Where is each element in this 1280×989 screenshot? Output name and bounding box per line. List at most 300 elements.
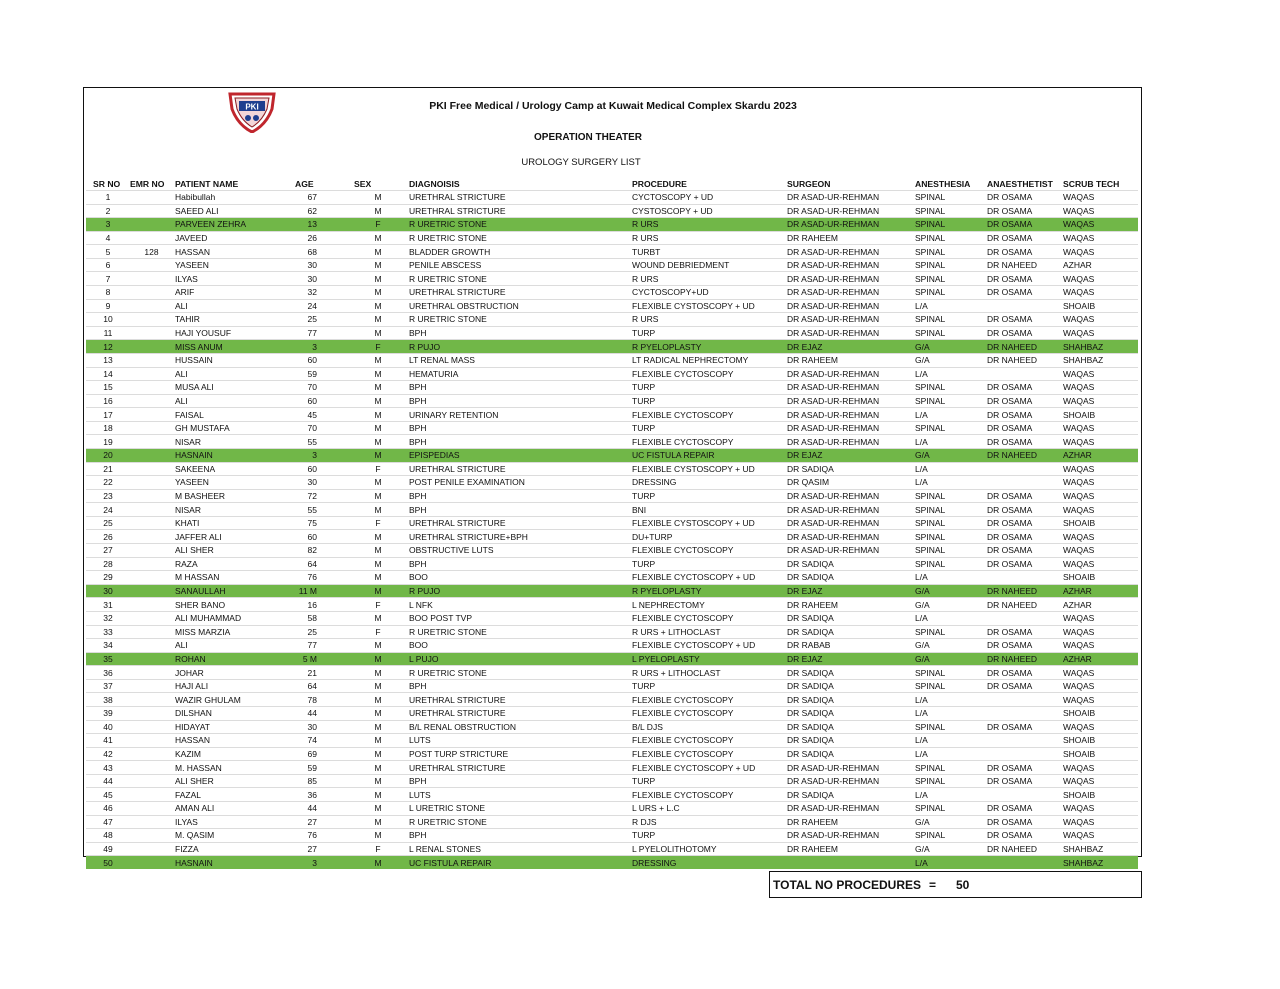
cell-diagnosis: BPH	[407, 435, 630, 449]
cell-age: 64	[275, 557, 347, 571]
cell-procedure: R URS + LITHOCLAST	[630, 666, 785, 680]
cell-scrub-tech: WAQAS	[1061, 815, 1138, 829]
cell-anaesthetist: DR OSAMA	[985, 489, 1061, 503]
cell-anaesthetist: DR OSAMA	[985, 530, 1061, 544]
cell-emr-no	[128, 476, 173, 490]
cell-anaesthetist: DR NAHEED	[985, 353, 1061, 367]
cell-anaesthetist: DR NAHEED	[985, 842, 1061, 856]
cell-scrub-tech: WAQAS	[1061, 693, 1138, 707]
cell-surgeon: DR SADIQA	[785, 625, 913, 639]
cell-scrub-tech: WAQAS	[1061, 313, 1138, 327]
cell-diagnosis: URETHRAL STRICTURE+BPH	[407, 530, 630, 544]
cell-sr-no: 1	[86, 191, 128, 205]
cell-diagnosis: L RENAL STONES	[407, 842, 630, 856]
cell-procedure: CYCTOSCOPY + UD	[630, 191, 785, 205]
cell-anesthesia: SPINAL	[913, 666, 985, 680]
cell-anesthesia: SPINAL	[913, 272, 985, 286]
cell-emr-no	[128, 313, 173, 327]
cell-patient-name: ALI	[173, 367, 275, 381]
cell-anaesthetist	[985, 367, 1061, 381]
cell-surgeon: DR RABAB	[785, 639, 913, 653]
cell-sex: F	[347, 842, 407, 856]
table-row	[86, 747, 1138, 761]
cell-anesthesia: L/A	[913, 571, 985, 585]
cell-anaesthetist: DR OSAMA	[985, 625, 1061, 639]
cell-scrub-tech: WAQAS	[1061, 720, 1138, 734]
cell-emr-no	[128, 381, 173, 395]
cell-scrub-tech: WAQAS	[1061, 774, 1138, 788]
cell-scrub-tech: WAQAS	[1061, 435, 1138, 449]
cell-scrub-tech: SHOAIB	[1061, 747, 1138, 761]
cell-anesthesia: SPINAL	[913, 625, 985, 639]
cell-scrub-tech: WAQAS	[1061, 639, 1138, 653]
cell-emr-no	[128, 367, 173, 381]
cell-surgeon: DR SADIQA	[785, 706, 913, 720]
cell-anesthesia: SPINAL	[913, 231, 985, 245]
cell-emr-no	[128, 571, 173, 585]
cell-surgeon: DR ASAD-UR-REHMAN	[785, 367, 913, 381]
cell-anesthesia: L/A	[913, 706, 985, 720]
table-row	[86, 544, 1138, 558]
cell-procedure: TURP	[630, 489, 785, 503]
cell-patient-name: ALI	[173, 639, 275, 653]
table-row	[86, 462, 1138, 476]
cell-sex: M	[347, 408, 407, 422]
cell-sr-no: 33	[86, 625, 128, 639]
cell-emr-no	[128, 503, 173, 517]
cell-diagnosis: BPH	[407, 326, 630, 340]
cell-procedure: R URS	[630, 231, 785, 245]
cell-surgeon: DR ASAD-UR-REHMAN	[785, 286, 913, 300]
cell-sr-no: 49	[86, 842, 128, 856]
cell-anaesthetist: DR OSAMA	[985, 245, 1061, 259]
cell-sex: M	[347, 272, 407, 286]
table-row	[86, 611, 1138, 625]
table-row	[86, 584, 1138, 598]
cell-procedure: FLEXIBLE CYSTOSCOPY + UD	[630, 462, 785, 476]
cell-age: 70	[275, 381, 347, 395]
cell-sex: M	[347, 584, 407, 598]
cell-sex: M	[347, 299, 407, 313]
cell-anesthesia: SPINAL	[913, 516, 985, 530]
cell-diagnosis: BOO	[407, 639, 630, 653]
cell-procedure: TURP	[630, 774, 785, 788]
cell-patient-name: DILSHAN	[173, 706, 275, 720]
cell-anesthesia: SPINAL	[913, 503, 985, 517]
cell-diagnosis: POST PENILE EXAMINATION	[407, 476, 630, 490]
cell-scrub-tech: SHOAIB	[1061, 516, 1138, 530]
cell-patient-name: SAEED ALI	[173, 204, 275, 218]
cell-anaesthetist: DR OSAMA	[985, 679, 1061, 693]
cell-scrub-tech: WAQAS	[1061, 326, 1138, 340]
cell-scrub-tech: SHOAIB	[1061, 788, 1138, 802]
cell-scrub-tech: WAQAS	[1061, 381, 1138, 395]
cell-age: 85	[275, 774, 347, 788]
cell-patient-name: ILYAS	[173, 272, 275, 286]
table-row	[86, 245, 1138, 259]
cell-procedure: TURP	[630, 381, 785, 395]
table-row	[86, 204, 1138, 218]
cell-age: 16	[275, 598, 347, 612]
cell-emr-no	[128, 802, 173, 816]
table-row	[86, 313, 1138, 327]
cell-emr-no	[128, 788, 173, 802]
cell-procedure: FLEXIBLE CYCTOSCOPY	[630, 693, 785, 707]
cell-anesthesia: SPINAL	[913, 313, 985, 327]
cell-sex: M	[347, 367, 407, 381]
table-row	[86, 272, 1138, 286]
cell-scrub-tech: AZHAR	[1061, 584, 1138, 598]
cell-diagnosis: OBSTRUCTIVE LUTS	[407, 544, 630, 558]
total-label: TOTAL NO PROCEDURES	[773, 878, 922, 892]
cell-diagnosis: LT RENAL MASS	[407, 353, 630, 367]
cell-age: 64	[275, 679, 347, 693]
cell-anaesthetist: DR OSAMA	[985, 421, 1061, 435]
cell-scrub-tech: WAQAS	[1061, 489, 1138, 503]
cell-scrub-tech: SHOAIB	[1061, 571, 1138, 585]
cell-scrub-tech: WAQAS	[1061, 191, 1138, 205]
cell-sex: M	[347, 286, 407, 300]
cell-sex: M	[347, 421, 407, 435]
cell-procedure: R URS	[630, 272, 785, 286]
cell-emr-no	[128, 340, 173, 354]
cell-procedure: FLEXIBLE CYCTOSCOPY	[630, 367, 785, 381]
cell-sr-no: 36	[86, 666, 128, 680]
cell-diagnosis: BPH	[407, 679, 630, 693]
cell-sex: M	[347, 353, 407, 367]
col-scrub-tech: SCRUB TECH	[1063, 179, 1120, 189]
cell-sex: F	[347, 516, 407, 530]
cell-surgeon: DR ASAD-UR-REHMAN	[785, 218, 913, 232]
cell-diagnosis: URETHRAL STRICTURE	[407, 191, 630, 205]
cell-surgeon: DR ASAD-UR-REHMAN	[785, 530, 913, 544]
cell-age: 76	[275, 829, 347, 843]
cell-scrub-tech: AZHAR	[1061, 652, 1138, 666]
cell-procedure: CYSTOSCOPY + UD	[630, 204, 785, 218]
cell-surgeon: DR RAHEEM	[785, 598, 913, 612]
cell-patient-name: GH MUSTAFA	[173, 421, 275, 435]
cell-scrub-tech: WAQAS	[1061, 462, 1138, 476]
cell-sr-no: 7	[86, 272, 128, 286]
cell-age: 30	[275, 258, 347, 272]
col-sex: SEX	[354, 179, 372, 189]
cell-sr-no: 25	[86, 516, 128, 530]
cell-anesthesia: SPINAL	[913, 394, 985, 408]
cell-anesthesia: SPINAL	[913, 258, 985, 272]
cell-procedure: LT RADICAL NEPHRECTOMY	[630, 353, 785, 367]
cell-procedure: L URS + L.C	[630, 802, 785, 816]
cell-age: 68	[275, 245, 347, 259]
cell-anesthesia: SPINAL	[913, 802, 985, 816]
cell-emr-no	[128, 842, 173, 856]
cell-scrub-tech: SHAHBAZ	[1061, 842, 1138, 856]
cell-diagnosis: HEMATURIA	[407, 367, 630, 381]
cell-sr-no: 5	[86, 245, 128, 259]
cell-patient-name: M. QASIM	[173, 829, 275, 843]
cell-anesthesia: L/A	[913, 299, 985, 313]
cell-sex: M	[347, 747, 407, 761]
cell-sex: F	[347, 218, 407, 232]
cell-patient-name: ALI SHER	[173, 544, 275, 558]
cell-age: 76	[275, 571, 347, 585]
cell-procedure: FLEXIBLE CYCTOSCOPY	[630, 706, 785, 720]
cell-emr-no	[128, 258, 173, 272]
cell-anesthesia: SPINAL	[913, 544, 985, 558]
cell-anesthesia: L/A	[913, 408, 985, 422]
cell-surgeon: DR RAHEEM	[785, 842, 913, 856]
cell-anaesthetist	[985, 734, 1061, 748]
cell-scrub-tech: SHAHBAZ	[1061, 856, 1138, 869]
cell-surgeon: DR ASAD-UR-REHMAN	[785, 313, 913, 327]
cell-anesthesia: G/A	[913, 598, 985, 612]
cell-diagnosis: R URETRIC STONE	[407, 231, 630, 245]
cell-diagnosis: LUTS	[407, 788, 630, 802]
cell-age: 75	[275, 516, 347, 530]
cell-anaesthetist: DR OSAMA	[985, 761, 1061, 775]
cell-procedure: FLEXIBLE CYSTOSCOPY + UD	[630, 516, 785, 530]
cell-age: 11 M	[275, 584, 347, 598]
cell-surgeon: DR ASAD-UR-REHMAN	[785, 516, 913, 530]
cell-sex: M	[347, 381, 407, 395]
cell-age: 26	[275, 231, 347, 245]
cell-patient-name: HUSSAIN	[173, 353, 275, 367]
table-row	[86, 299, 1138, 313]
cell-surgeon: DR SADIQA	[785, 720, 913, 734]
cell-diagnosis: R URETRIC STONE	[407, 313, 630, 327]
cell-emr-no	[128, 693, 173, 707]
table-row	[86, 326, 1138, 340]
cell-scrub-tech: WAQAS	[1061, 394, 1138, 408]
table-row	[86, 842, 1138, 856]
cell-diagnosis: R URETRIC STONE	[407, 218, 630, 232]
cell-anaesthetist	[985, 747, 1061, 761]
cell-anesthesia: SPINAL	[913, 829, 985, 843]
cell-anaesthetist: DR OSAMA	[985, 286, 1061, 300]
cell-procedure: TURP	[630, 829, 785, 843]
cell-scrub-tech: WAQAS	[1061, 503, 1138, 517]
cell-sex: F	[347, 625, 407, 639]
cell-patient-name: PARVEEN ZEHRA	[173, 218, 275, 232]
cell-scrub-tech: WAQAS	[1061, 245, 1138, 259]
cell-anesthesia: G/A	[913, 448, 985, 462]
cell-sr-no: 6	[86, 258, 128, 272]
cell-sr-no: 9	[86, 299, 128, 313]
cell-emr-no	[128, 408, 173, 422]
cell-patient-name: TAHIR	[173, 313, 275, 327]
table-row	[86, 666, 1138, 680]
cell-sr-no: 2	[86, 204, 128, 218]
cell-emr-no	[128, 815, 173, 829]
cell-age: 55	[275, 435, 347, 449]
cell-emr-no	[128, 272, 173, 286]
cell-scrub-tech: WAQAS	[1061, 611, 1138, 625]
cell-sr-no: 11	[86, 326, 128, 340]
cell-procedure: BNI	[630, 503, 785, 517]
cell-sr-no: 46	[86, 802, 128, 816]
cell-sex: M	[347, 231, 407, 245]
col-anesthesia: ANESTHESIA	[915, 179, 971, 189]
cell-sr-no: 4	[86, 231, 128, 245]
cell-patient-name: ARIF	[173, 286, 275, 300]
cell-sex: M	[347, 435, 407, 449]
cell-emr-no	[128, 666, 173, 680]
cell-procedure: FLEXIBLE CYCTOSCOPY + UD	[630, 571, 785, 585]
cell-scrub-tech: WAQAS	[1061, 231, 1138, 245]
table-row	[86, 774, 1138, 788]
cell-emr-no	[128, 299, 173, 313]
cell-sex: M	[347, 706, 407, 720]
cell-sex: F	[347, 340, 407, 354]
cell-procedure: FLEXIBLE CYCTOSCOPY	[630, 788, 785, 802]
total-procedures-box	[769, 871, 1142, 898]
cell-anaesthetist: DR NAHEED	[985, 598, 1061, 612]
cell-anaesthetist	[985, 476, 1061, 490]
cell-patient-name: NISAR	[173, 503, 275, 517]
cell-anesthesia: G/A	[913, 353, 985, 367]
cell-surgeon	[785, 856, 913, 869]
cell-anaesthetist	[985, 611, 1061, 625]
cell-age: 44	[275, 802, 347, 816]
cell-anaesthetist	[985, 856, 1061, 869]
cell-diagnosis: R URETRIC STONE	[407, 666, 630, 680]
cell-surgeon: DR ASAD-UR-REHMAN	[785, 272, 913, 286]
cell-sex: M	[347, 258, 407, 272]
cell-scrub-tech: AZHAR	[1061, 598, 1138, 612]
cell-sex: F	[347, 598, 407, 612]
cell-emr-no	[128, 544, 173, 558]
col-emr-no: EMR NO	[130, 179, 165, 189]
cell-age: 30	[275, 272, 347, 286]
cell-age: 3	[275, 856, 347, 869]
cell-sr-no: 39	[86, 706, 128, 720]
cell-surgeon: DR ASAD-UR-REHMAN	[785, 544, 913, 558]
cell-emr-no	[128, 598, 173, 612]
cell-procedure: FLEXIBLE CYCTOSCOPY	[630, 734, 785, 748]
table-row	[86, 353, 1138, 367]
cell-procedure: R DJS	[630, 815, 785, 829]
cell-procedure: R PYELOPLASTY	[630, 340, 785, 354]
cell-anaesthetist: DR OSAMA	[985, 666, 1061, 680]
cell-sex: M	[347, 204, 407, 218]
cell-patient-name: YASEEN	[173, 258, 275, 272]
cell-diagnosis: URETHRAL STRICTURE	[407, 462, 630, 476]
cell-anaesthetist: DR OSAMA	[985, 639, 1061, 653]
camp-title: PKI Free Medical / Urology Camp at Kuwait Medical Complex Skardu 2023	[429, 100, 797, 112]
cell-sr-no: 12	[86, 340, 128, 354]
table-row	[86, 231, 1138, 245]
cell-procedure: DRESSING	[630, 476, 785, 490]
cell-anaesthetist: DR NAHEED	[985, 258, 1061, 272]
cell-scrub-tech: WAQAS	[1061, 204, 1138, 218]
cell-surgeon: DR SADIQA	[785, 611, 913, 625]
cell-diagnosis: URETHRAL OBSTRUCTION	[407, 299, 630, 313]
table-row	[86, 856, 1138, 869]
cell-procedure: R URS	[630, 313, 785, 327]
cell-sr-no: 26	[86, 530, 128, 544]
cell-anesthesia: SPINAL	[913, 218, 985, 232]
cell-patient-name: MISS MARZIA	[173, 625, 275, 639]
col-age: AGE	[295, 179, 314, 189]
cell-patient-name: KHATI	[173, 516, 275, 530]
cell-sr-no: 44	[86, 774, 128, 788]
cell-procedure: R URS + LITHOCLAST	[630, 625, 785, 639]
cell-scrub-tech: SHOAIB	[1061, 706, 1138, 720]
cell-patient-name: ALI SHER	[173, 774, 275, 788]
cell-diagnosis: BPH	[407, 829, 630, 843]
table-row	[86, 530, 1138, 544]
table-row	[86, 394, 1138, 408]
cell-patient-name: JAFFER ALI	[173, 530, 275, 544]
cell-sr-no: 20	[86, 448, 128, 462]
cell-age: 60	[275, 462, 347, 476]
cell-sr-no: 32	[86, 611, 128, 625]
cell-scrub-tech: WAQAS	[1061, 367, 1138, 381]
cell-procedure: FLEXIBLE CYCTOSCOPY	[630, 408, 785, 422]
cell-sex: M	[347, 815, 407, 829]
cell-diagnosis: POST TURP STRICTURE	[407, 747, 630, 761]
cell-anaesthetist: DR OSAMA	[985, 394, 1061, 408]
cell-anaesthetist	[985, 693, 1061, 707]
cell-scrub-tech: WAQAS	[1061, 666, 1138, 680]
table-row	[86, 802, 1138, 816]
cell-sex: M	[347, 802, 407, 816]
cell-anesthesia: SPINAL	[913, 204, 985, 218]
cell-age: 24	[275, 299, 347, 313]
cell-sr-no: 3	[86, 218, 128, 232]
cell-patient-name: ALI MUHAMMAD	[173, 611, 275, 625]
cell-anesthesia: SPINAL	[913, 286, 985, 300]
cell-emr-no	[128, 435, 173, 449]
cell-sex: F	[347, 462, 407, 476]
table-row	[86, 761, 1138, 775]
cell-patient-name: HAJI YOUSUF	[173, 326, 275, 340]
cell-scrub-tech: WAQAS	[1061, 761, 1138, 775]
cell-sex: M	[347, 448, 407, 462]
pki-logo	[226, 91, 278, 133]
cell-anesthesia: L/A	[913, 788, 985, 802]
cell-diagnosis: L PUJO	[407, 652, 630, 666]
cell-anaesthetist	[985, 462, 1061, 476]
cell-sr-no: 41	[86, 734, 128, 748]
cell-anesthesia: L/A	[913, 856, 985, 869]
cell-anesthesia: L/A	[913, 611, 985, 625]
cell-procedure: FLEXIBLE CYCTOSCOPY	[630, 544, 785, 558]
cell-sr-no: 24	[86, 503, 128, 517]
cell-sr-no: 8	[86, 286, 128, 300]
cell-anaesthetist: DR OSAMA	[985, 802, 1061, 816]
cell-diagnosis: LUTS	[407, 734, 630, 748]
cell-emr-no	[128, 231, 173, 245]
cell-procedure: TURP	[630, 679, 785, 693]
cell-sex: M	[347, 476, 407, 490]
cell-anesthesia: G/A	[913, 842, 985, 856]
cell-patient-name: HASNAIN	[173, 856, 275, 869]
cell-age: 36	[275, 788, 347, 802]
cell-diagnosis: EPISPEDIAS	[407, 448, 630, 462]
cell-scrub-tech: WAQAS	[1061, 802, 1138, 816]
cell-age: 60	[275, 530, 347, 544]
cell-anaesthetist: DR OSAMA	[985, 503, 1061, 517]
cell-surgeon: DR SADIQA	[785, 557, 913, 571]
cell-patient-name: JOHAR	[173, 666, 275, 680]
list-title: UROLOGY SURGERY LIST	[521, 157, 641, 168]
cell-emr-no	[128, 394, 173, 408]
section-title: OPERATION THEATER	[534, 132, 642, 143]
cell-procedure: TURP	[630, 394, 785, 408]
cell-anaesthetist: DR OSAMA	[985, 313, 1061, 327]
cell-sex: M	[347, 245, 407, 259]
cell-surgeon: DR SADIQA	[785, 462, 913, 476]
